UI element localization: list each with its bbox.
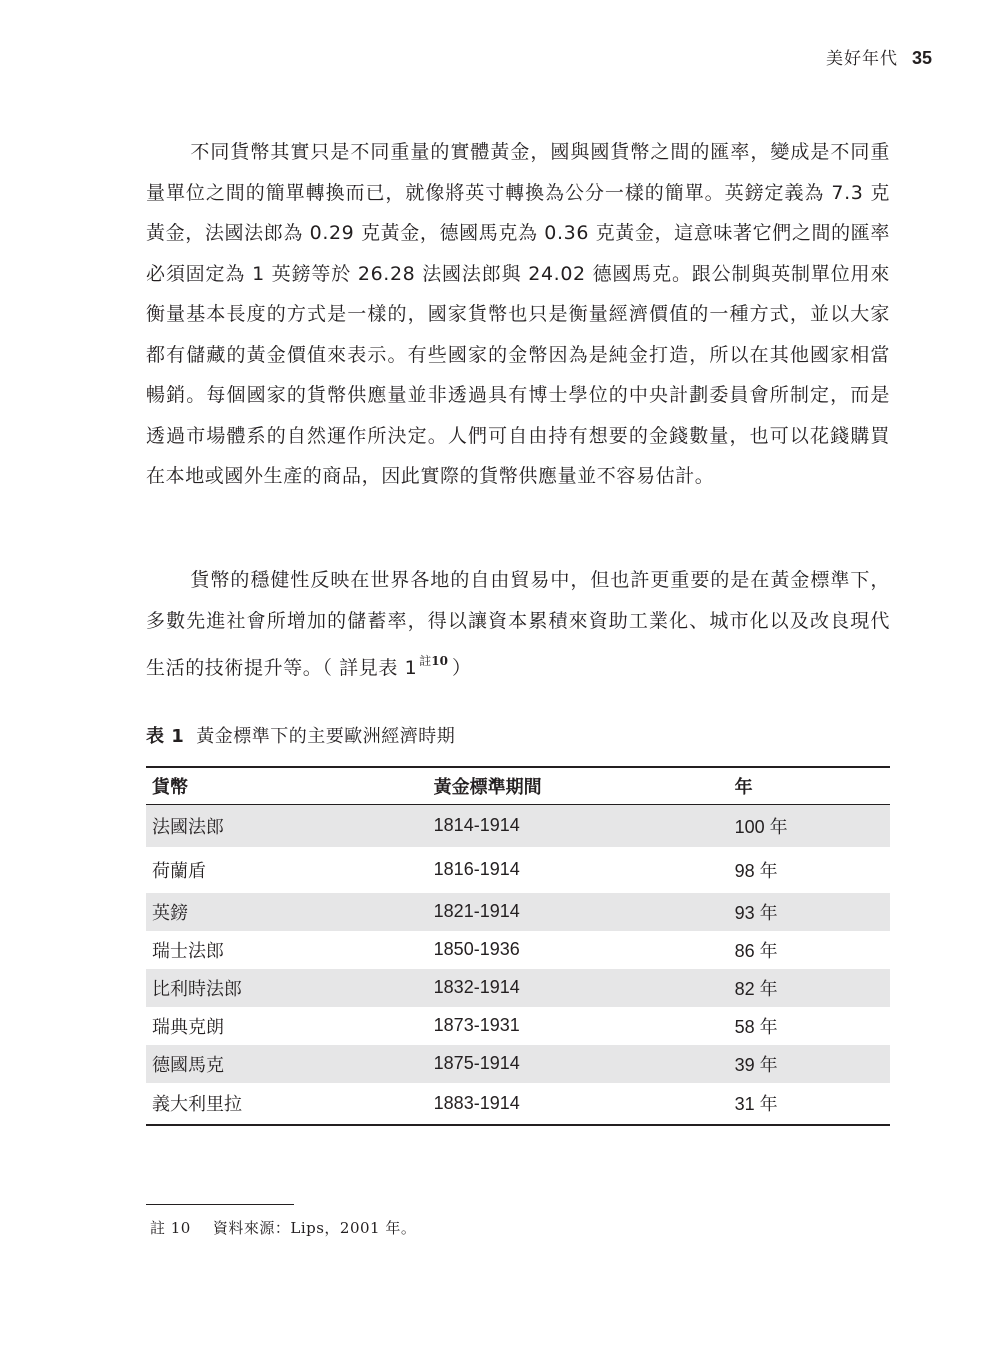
footnote-reference[interactable] [419,654,448,668]
table-row [146,1045,890,1083]
cell-currency: 義大利里拉 [152,1094,242,1115]
cell-years: 86 年 [734,940,778,961]
cell-period: 1814-1914 [428,805,729,847]
cell-years: 39 年 [729,1045,890,1083]
footnote-label: 註 10 [150,1219,191,1237]
table-header-row [146,767,890,805]
cell-currency: 英鎊 [146,893,428,931]
cell-years: 98 年 [734,860,778,881]
table-caption-label: 表 1 [146,726,185,747]
table-row [146,931,890,969]
table-row [146,893,890,931]
column-header-years: 年 [734,777,753,798]
cell-period: 1875-1914 [428,1045,729,1083]
cell-years: 31 年 [734,1094,778,1114]
cell-period: 1873-1931 [433,1015,520,1035]
cell-period: 1821-1914 [428,893,729,931]
cell-currency: 荷蘭盾 [152,860,206,882]
table-row [146,805,890,847]
cell-years: 93 年 [729,893,890,931]
column-header-period: 黃金標準期間 [433,777,542,798]
footnote-reference-number: 10 [431,654,448,668]
footnote-reference-label: 註 [419,654,432,668]
footnote-divider [146,1204,294,1205]
page-number: 35 [911,48,932,68]
table-body [146,805,890,1125]
cell-currency: 瑞士法郎 [152,940,224,962]
cell-period: 1832-1914 [428,969,729,1007]
footnote-text: 資料來源：Lips，2001 年。 [212,1219,417,1237]
table-row [146,847,890,893]
cell-currency: 比利時法郎 [146,969,428,1007]
gold-standard-table [146,766,890,1126]
paragraph-1-text: 不同貨幣其實只是不同重量的實體黃金，國與國貨幣之間的匯率，變成是不同重量單位之間的簡單轉換而已，就像將英寸轉換為公分一樣的簡單。英鎊定義為 7.3 克黃金，法國法郎為 0.29 克黃金，德國馬克為 0.36 克黃金，這意味著它們之間的匯率必須固定為 1 英鎊等於 26.28 法國法郎與 24.02 德國馬克。跟公制與英制單位用來衡量基本長度的方式是一樣的，國家貨幣也只是衡量經濟價值的一種方式，並以大家都有儲藏的黃金價值來表示。有些國家的金幣因為是純金打造，所以在其他國家相當暢銷。每個國家的貨幣供應量並非透過具有博士學位的中央計劃委員會所制定，而是透過市場體系的自然運作所決定。人們可自由持有想要的金錢數量，也可以花錢購買在本地或國外生產的商品，因此實際的貨幣供應量並不容易估計。 [146,141,890,487]
paragraph-2 [146,560,890,689]
table-row [146,1007,890,1045]
cell-currency: 法國法郎 [146,805,428,847]
table-row [146,969,890,1007]
cell-currency: 德國馬克 [146,1045,428,1083]
cell-currency: 瑞典克朗 [152,1016,224,1038]
cell-years: 58 年 [734,1016,778,1037]
chapter-title: 美好年代 [825,49,898,69]
column-header-currency: 貨幣 [152,777,188,798]
cell-period: 1816-1914 [433,859,520,879]
running-header [826,44,932,69]
cell-period: 1850-1936 [433,939,520,959]
cell-years: 100 年 [729,805,890,847]
table-row [146,1083,890,1125]
table-caption [146,722,455,748]
paragraph-2-closing: ） [452,657,472,679]
cell-period: 1883-1914 [433,1092,520,1113]
paragraph-1 [146,132,890,497]
footnote [150,1217,416,1238]
cell-years: 82 年 [729,969,890,1007]
paragraph-2-text: 貨幣的穩健性反映在世界各地的自由貿易中，但也許更重要的是在黃金標準下，多數先進社會所增加的儲蓄率，得以讓資本累積來資助工業化、城市化以及改良現代生活的技術提升等。（ 詳見表 1 [146,569,890,679]
table-caption-title: 黃金標準下的主要歐洲經濟時期 [196,726,456,747]
